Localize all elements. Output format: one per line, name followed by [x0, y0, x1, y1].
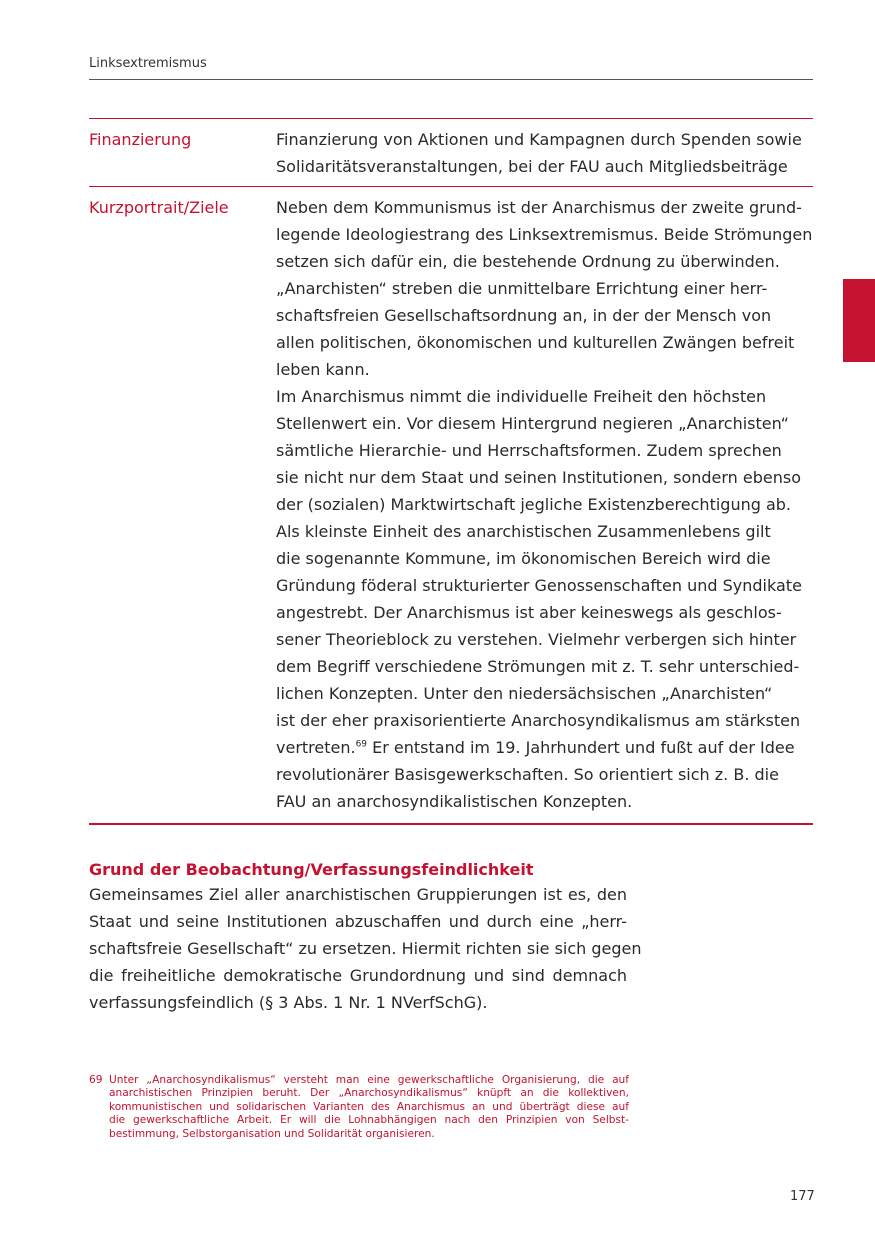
footnote-text	[109, 1074, 629, 1141]
running-head: Linksextremismus	[89, 56, 207, 71]
text-line: Staat und seine Institutionen abzuschaffen und durch eine „herr-	[89, 912, 627, 931]
text-line: FAU an anarchosyndikalistischen Konzepten.	[276, 792, 633, 811]
text-line: die sogenannte Kommune, im ökonomischen Bereich wird die	[276, 549, 771, 568]
text-fragment: vertreten.	[276, 738, 356, 757]
text-line: die freiheitliche demokratische Grundordnung und sind demnach	[89, 966, 627, 985]
text-line: legende Ideologiestrang des Linksextremismus. Beide Strömungen	[276, 225, 813, 244]
text-line: sener Theorieblock zu verstehen. Vielmehr verbergen sich hinter	[276, 630, 797, 649]
text-line: Im Anarchismus nimmt die individuelle Freiheit den höchsten	[276, 387, 767, 406]
text-line: angestrebt. Der Anarchismus ist aber keineswegs als geschlos-	[276, 603, 782, 622]
text-line: bestimmung, Selbstorganisation und Solidarität organisieren.	[109, 1127, 435, 1140]
text-line: verfassungsfeindlich (§ 3 Abs. 1 Nr. 1 NVerfSchG).	[89, 993, 488, 1012]
header-rule	[89, 79, 813, 80]
text-line: leben kann.	[276, 360, 370, 379]
text-line: die gewerkschaftliche Arbeit. Er will die Lohnabhängigen nach den Prinzipien von Selbst-	[109, 1114, 629, 1127]
observation-reason-section	[89, 858, 642, 1016]
text-line: Neben dem Kommunismus ist der Anarchismus der zweite grund-	[276, 198, 802, 217]
text-line: kommunistischen und solidarischen Varianten des Anarchismus an und überträgt diese auf	[109, 1100, 629, 1113]
page-number: 177	[790, 1189, 815, 1204]
text-line: ist der eher praxisorientierte Anarchosyndikalismus am stärksten	[276, 711, 801, 730]
text-line: Unter „Anarchosyndikalismus“ versteht man eine gewerkschaftliche Organisierung, die auf	[109, 1074, 629, 1086]
text-line: Gemeinsames Ziel aller anarchistischen Gruppierungen ist es, den	[89, 885, 627, 904]
row-text-profile-goals	[276, 194, 813, 815]
text-line: Gründung föderal strukturierter Genossenschaften und Syndikate	[276, 576, 802, 595]
text-line: Stellenwert ein. Vor diesem Hintergrund negieren „Anarchisten“	[276, 414, 789, 433]
row-text-financing	[276, 126, 813, 180]
text-line: Als kleinste Einheit des anarchistischen Zusammenlebens gilt	[276, 522, 771, 541]
text-line: lichen Konzepten. Unter den niedersächsischen „Anarchisten“	[276, 684, 773, 703]
profile-table	[89, 118, 813, 825]
row-label-profile-goals: Kurzportrait/Ziele	[89, 198, 229, 217]
text-line: sie nicht nur dem Staat und seinen Institutionen, sondern ebenso	[276, 468, 801, 487]
footnote	[89, 1074, 629, 1141]
text-line: Finanzierung von Aktionen und Kampagnen durch Spenden sowie	[276, 130, 802, 149]
text-line: der (sozialen) Marktwirtschaft jegliche Existenzberechtigung ab.	[276, 495, 792, 514]
footnote-reference[interactable]: 69	[355, 739, 368, 750]
section-body	[89, 881, 642, 1016]
chapter-tab-marker	[843, 279, 875, 362]
text-line: dem Begriff verschiedene Strömungen mit z. T. sehr unterschied-	[276, 657, 800, 676]
text-line: schaftsfreien Gesellschaftsordnung an, in der der Mensch von	[276, 306, 772, 325]
text-line: „Anarchisten“ streben die unmittelbare Errichtung einer herr-	[276, 279, 768, 298]
text-line-with-footnote	[276, 734, 813, 761]
table-row-profile-goals	[89, 186, 813, 823]
text-line: schaftsfreie Gesellschaft“ zu ersetzen. Hiermit richten sie sich gegen	[89, 939, 642, 958]
text-fragment: Er entstand im 19. Jahrhundert und fußt auf der Idee	[367, 738, 795, 757]
section-title: Grund der Beobachtung/Verfassungsfeindlichkeit	[89, 860, 534, 879]
text-line: revolutionärer Basisgewerkschaften. So orientiert sich z. B. die	[276, 765, 779, 784]
text-line: allen politischen, ökonomischen und kulturellen Zwängen befreit	[276, 333, 795, 352]
text-line: sämtliche Hierarchie- und Herrschaftsformen. Zudem sprechen	[276, 441, 782, 460]
text-line: anarchistischen Prinzipien beruht. Der „Anarchosyndikalismus“ knüpft an die kollektiven,	[109, 1087, 629, 1100]
row-label-financing: Finanzierung	[89, 130, 192, 149]
table-row-financing	[89, 119, 813, 186]
text-line: Solidaritätsveranstaltungen, bei der FAU auch Mitgliedsbeiträge	[276, 157, 788, 176]
text-line: setzen sich dafür ein, die bestehende Ordnung zu überwinden.	[276, 252, 780, 271]
footnote-number: 69	[89, 1074, 103, 1086]
